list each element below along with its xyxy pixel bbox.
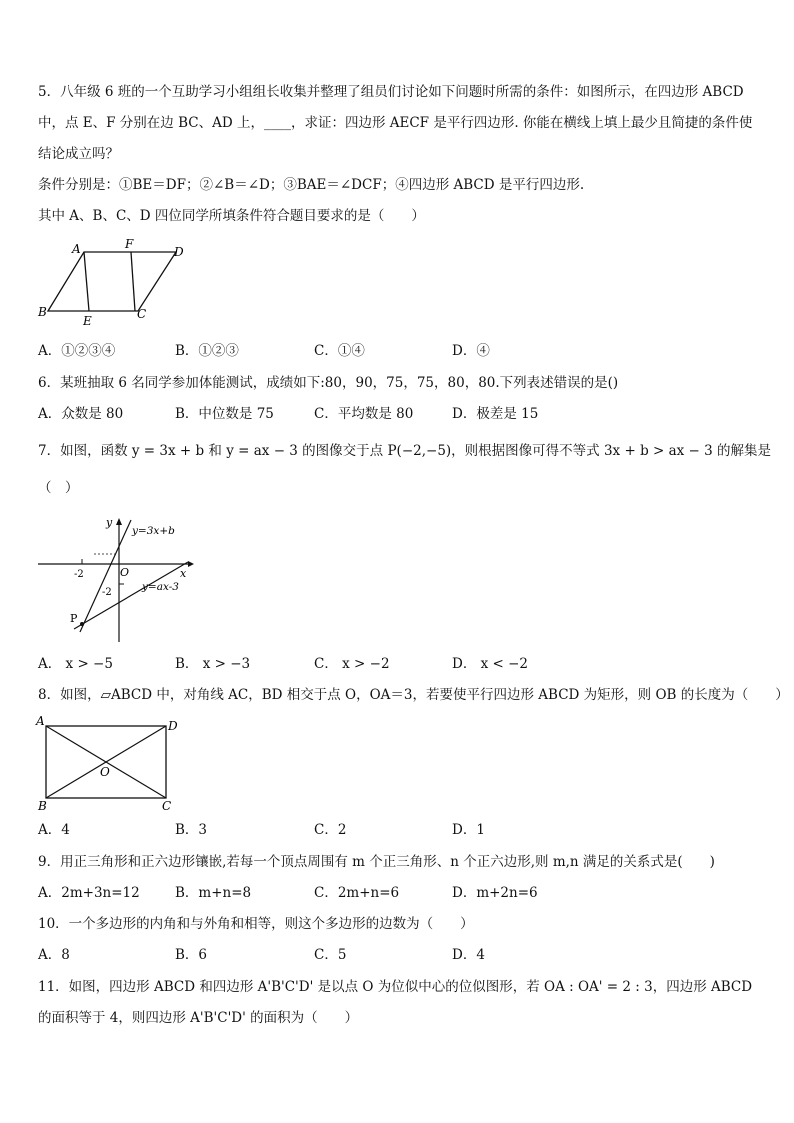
segment-cf bbox=[131, 252, 135, 311]
label-a: A bbox=[36, 714, 45, 728]
q5-option-c[interactable]: C．①④ bbox=[314, 343, 365, 359]
q9-line1: 9．用正三角形和正六边形镶嵌,若每一个顶点周围有 m 个正三角形、n 个正六边形,则 m,n 满足的关系式是( ) bbox=[38, 854, 715, 870]
parallelogram-abcd bbox=[48, 252, 176, 311]
q6-option-d[interactable]: D．极差是 15 bbox=[452, 406, 539, 422]
label-b: B bbox=[38, 799, 47, 813]
q11-line2: 的面积等于 4，则四边形 A'B'C'D' 的面积为（ ） bbox=[38, 1010, 359, 1026]
q7-line2: （ ） bbox=[38, 480, 79, 496]
q5-line3: 结论成立吗？ bbox=[38, 146, 119, 162]
q6-option-b[interactable]: B．中位数是 75 bbox=[175, 406, 274, 422]
label-b: B bbox=[38, 305, 47, 319]
q9-option-b[interactable]: B．m+n=8 bbox=[175, 885, 252, 901]
q8-option-b[interactable]: B．3 bbox=[175, 822, 208, 838]
q5-line5: 其中 A、B、C、D 四位同学所填条件符合题目要求的是（ ） bbox=[38, 208, 425, 224]
q8-option-d[interactable]: D．1 bbox=[452, 822, 485, 838]
q6-option-a[interactable]: A．众数是 80 bbox=[38, 406, 124, 422]
label-d: D bbox=[174, 245, 184, 259]
intersection-point-p bbox=[80, 622, 84, 626]
q7-option-d[interactable]: D． x < −2 bbox=[452, 656, 529, 672]
q5-line2: 中，点 E、F 分别在边 BC、AD 上，____，求证：四边形 AECF 是平行四边形. 你能在横线上填上最少且简捷的条件使 bbox=[38, 115, 753, 131]
label-d: D bbox=[168, 719, 178, 733]
q5-option-a[interactable]: A．①②③④ bbox=[38, 343, 116, 359]
q11-line1: 11．如图，四边形 ABCD 和四边形 A'B'C'D' 是以点 O 为位似中心的位似图形，若 OA : OA' = 2 : 3，四边形 ABCD bbox=[38, 979, 753, 995]
label-p: P bbox=[70, 612, 78, 625]
label-tick-y: -2 bbox=[102, 587, 112, 598]
label-line2: y=ax-3 bbox=[142, 581, 179, 593]
label-line1: y=3x+b bbox=[132, 525, 175, 537]
line-ax-minus-3 bbox=[74, 562, 188, 629]
label-f: F bbox=[125, 237, 134, 251]
label-origin: O bbox=[120, 566, 130, 579]
q10-option-b[interactable]: B．6 bbox=[175, 947, 208, 963]
q5-parallelogram-figure bbox=[34, 236, 194, 328]
q6-line1: 6．某班抽取 6 名同学参加体能测试，成绩如下:80，90，75，75，80，80.下列表述错误的是() bbox=[38, 375, 619, 391]
q5-line1: 5．八年级 6 班的一个互助学习小组组长收集并整理了组员们讨论如下问题时所需的条件：如图所示，在四边形 ABCD bbox=[38, 84, 744, 100]
q8-rectangle-figure bbox=[34, 714, 180, 814]
q7-option-c[interactable]: C． x > −2 bbox=[314, 656, 390, 672]
segment-ae bbox=[84, 252, 89, 311]
q7-line1: 7．如图，函数 y = 3x + b 和 y = ax − 3 的图像交于点 P(−2,−5)，则根据图像可得不等式 3x + b > ax − 3 的解集是 bbox=[38, 443, 772, 459]
q9-option-c[interactable]: C．2m+n=6 bbox=[314, 885, 400, 901]
q9-option-a[interactable]: A．2m+3n=12 bbox=[38, 885, 140, 901]
q5-option-d[interactable]: D．④ bbox=[452, 343, 490, 359]
label-x-axis: x bbox=[180, 567, 187, 580]
label-c: C bbox=[162, 799, 172, 813]
label-e: E bbox=[83, 314, 92, 328]
q5-line4: 条件分别是：①BE＝DF；②∠B＝∠D；③BAE＝∠DCF；④四边形 ABCD 是平行四边形. bbox=[38, 177, 585, 193]
q10-line1: 10．一个多边形的内角和与外角和相等，则这个多边形的边数为（ ） bbox=[38, 916, 474, 932]
x-axis-arrow bbox=[188, 561, 194, 567]
q8-line1: 8．如图，▱ABCD 中，对角线 AC，BD 相交于点 O，OA＝3，若要使平行四边形 ABCD 为矩形，则 OB 的长度为（ ） bbox=[38, 687, 789, 703]
q6-option-c[interactable]: C．平均数是 80 bbox=[314, 406, 414, 422]
y-axis-arrow bbox=[116, 518, 122, 525]
label-c: C bbox=[137, 307, 147, 321]
label-o: O bbox=[100, 765, 110, 779]
q10-option-d[interactable]: D．4 bbox=[452, 947, 485, 963]
label-a: A bbox=[72, 242, 81, 256]
q9-option-d[interactable]: D．m+2n=6 bbox=[452, 885, 538, 901]
label-tick-x: -2 bbox=[74, 569, 84, 580]
q10-option-a[interactable]: A．8 bbox=[38, 947, 70, 963]
q7-option-b[interactable]: B． x > −3 bbox=[175, 656, 251, 672]
q8-option-c[interactable]: C．2 bbox=[314, 822, 347, 838]
q8-option-a[interactable]: A．4 bbox=[38, 822, 70, 838]
q7-option-a[interactable]: A． x > −5 bbox=[38, 656, 113, 672]
q5-option-b[interactable]: B．①②③ bbox=[175, 343, 239, 359]
q7-function-graph bbox=[36, 514, 196, 646]
q10-option-c[interactable]: C．5 bbox=[314, 947, 347, 963]
label-y-axis: y bbox=[106, 516, 113, 529]
